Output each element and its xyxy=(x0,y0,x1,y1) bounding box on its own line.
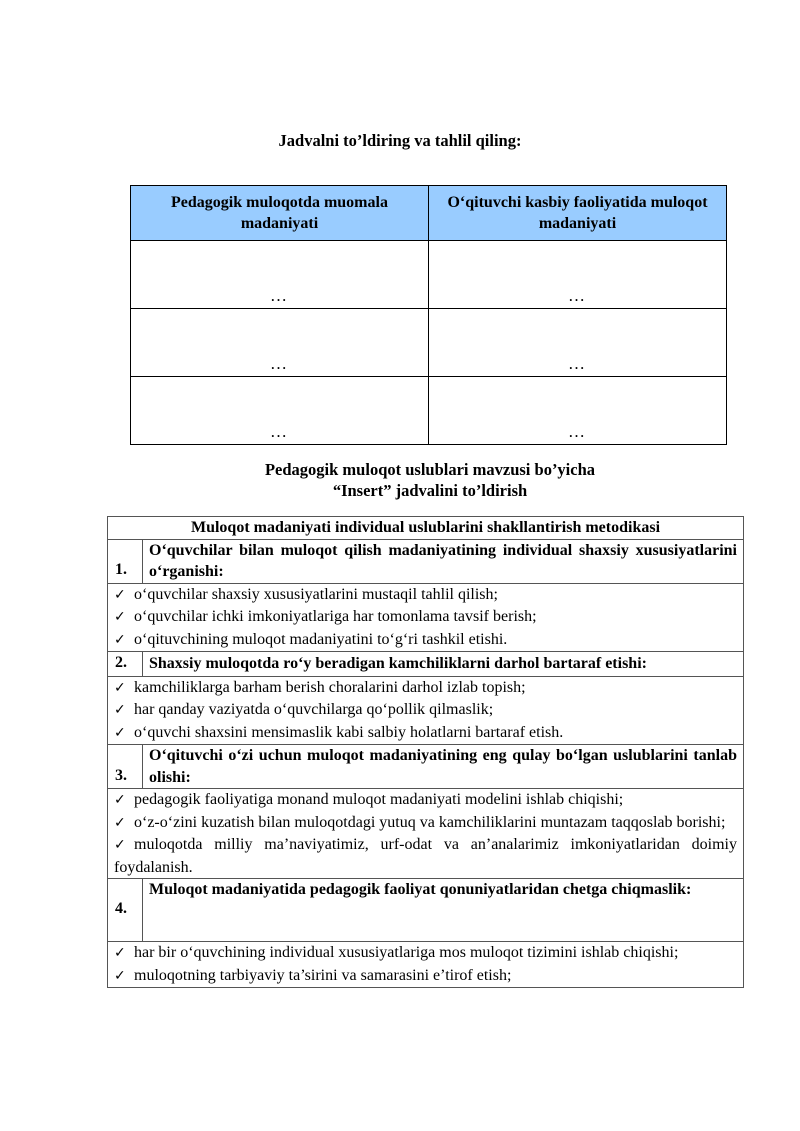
list-item-text: o‘qituvchining muloqot madaniyatini to‘g‘ri tashkil etishi. xyxy=(134,630,508,648)
checkmark-icon: ✓ xyxy=(114,814,126,831)
section-number: 2. xyxy=(108,652,143,677)
list-item-text: har qanday vaziyatda o‘quvchilarga qo‘pollik qilmaslik; xyxy=(134,701,494,718)
table-cell: … xyxy=(429,377,727,445)
table-header-row xyxy=(131,186,727,241)
table2-title-line1: Pedagogik muloqot uslublari mavzusi bo’yicha xyxy=(264,460,596,479)
section-items-row xyxy=(108,676,744,745)
list-item xyxy=(114,584,737,607)
list-item xyxy=(114,789,737,812)
section-items-row xyxy=(108,789,744,879)
list-item-text: o‘z-o‘zini kuzatish bilan muloqotdagi yutuq va kamchiliklarini muntazam taqqoslab borishi; xyxy=(134,813,726,831)
checkmark-icon: ✓ xyxy=(114,724,126,741)
checkmark-icon: ✓ xyxy=(114,631,126,648)
insert-table-header-row xyxy=(108,517,744,540)
section-number: 1. xyxy=(108,539,143,583)
section-items-row xyxy=(108,583,744,652)
table-row xyxy=(131,309,727,377)
section-row xyxy=(108,539,744,583)
table-cell: … xyxy=(429,241,727,309)
section-title: Muloqot madaniyatida pedagogik faoliyat qonuniyatlaridan chetga chiqmaslik: xyxy=(143,879,744,942)
checkmark-icon: ✓ xyxy=(114,586,126,603)
table-cell: … xyxy=(429,309,727,377)
table2-title-line2: “Insert” jadvalini to’ldirish xyxy=(332,481,528,500)
insert-table xyxy=(107,516,744,988)
list-item-text: o‘quvchilar ichki imkoniyatlariga har tomonlama tavsif berish; xyxy=(134,608,537,625)
list-item-text: pedagogik faoliyatiga monand muloqot madaniyati modelini ishlab chiqishi; xyxy=(134,791,624,808)
checkmark-icon: ✓ xyxy=(114,702,126,718)
comparison-table xyxy=(130,185,727,445)
checkmark-icon: ✓ xyxy=(114,837,126,853)
list-item-text: kamchiliklarga barham berish choralarini darhol izlab topish; xyxy=(134,678,526,696)
table-cell: … xyxy=(131,309,429,377)
checkmark-icon: ✓ xyxy=(114,945,126,961)
list-item-text: o‘quvchilar shaxsiy xususiyatlarini mustaqil tahlil qilish; xyxy=(134,585,498,603)
section-number: 3. xyxy=(108,745,143,789)
table-cell: … xyxy=(131,241,429,309)
section-row xyxy=(108,652,744,677)
section-title: Shaxsiy muloqotda ro‘y beradigan kamchiliklarni darhol bartaraf etishi: xyxy=(143,652,744,677)
list-item-text: muloqotda milliy ma’naviyatimiz, urf-odat va an’analarimiz imkoniyatlaridan doimiy foydalanish. xyxy=(114,836,737,876)
section-title: O‘qituvchi o‘zi uchun muloqot madaniyatining eng qulay bo‘lgan uslublarini tanlab olishi: xyxy=(143,745,744,789)
checkmark-icon: ✓ xyxy=(114,967,126,984)
column-header: Pedagogik muloqotda muomala madaniyati xyxy=(131,186,429,241)
insert-table-header: Muloqot madaniyati individual uslublarini shakllantirish metodikasi xyxy=(108,517,744,540)
section-items-row xyxy=(108,942,744,988)
section-number: 4. xyxy=(108,879,143,942)
section-row xyxy=(108,745,744,789)
checkmark-icon: ✓ xyxy=(114,679,126,696)
column-header: O‘qituvchi kasbiy faoliyatida muloqot madaniyati xyxy=(429,186,727,241)
checkmark-icon: ✓ xyxy=(114,792,126,808)
section-title: O‘quvchilar bilan muloqot qilish madaniyatining individual shaxsiy xususiyatlarini o‘rganishi: xyxy=(143,539,744,583)
list-item xyxy=(114,677,737,700)
list-item-text: o‘quvchi shaxsini mensimaslik kabi salbiy holatlarni bartaraf etish. xyxy=(134,723,564,741)
list-item xyxy=(114,965,737,988)
list-item xyxy=(114,942,737,965)
list-item xyxy=(114,834,737,878)
table2-title xyxy=(0,459,800,501)
list-item-text: muloqotning tarbiyaviy ta’sirini va samarasini e’tirof etish; xyxy=(134,966,512,984)
table-cell: … xyxy=(131,377,429,445)
list-item xyxy=(114,699,737,722)
section-items xyxy=(108,942,744,988)
section-items xyxy=(108,583,744,652)
section-row xyxy=(108,879,744,942)
checkmark-icon: ✓ xyxy=(114,609,126,625)
list-item xyxy=(114,722,737,745)
list-item-text: har bir o‘quvchining individual xususiyatlariga mos muloqot tizimini ishlab chiqishi; xyxy=(134,944,679,961)
table-row xyxy=(131,377,727,445)
table1-title: Jadvalni to’ldiring va tahlil qiling: xyxy=(278,131,522,150)
section-items xyxy=(108,676,744,745)
table-row xyxy=(131,241,727,309)
list-item xyxy=(114,629,737,652)
section-items xyxy=(108,789,744,879)
list-item xyxy=(114,812,737,835)
list-item xyxy=(114,606,737,629)
